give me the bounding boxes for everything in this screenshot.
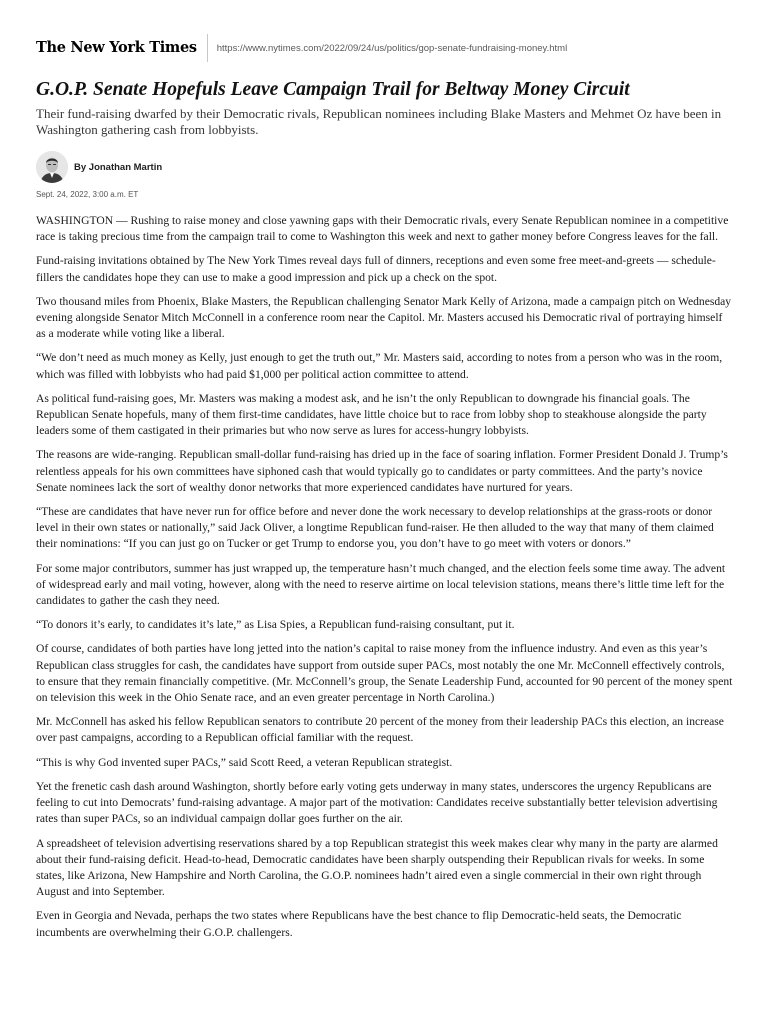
article-paragraph: For some major contributors, summer has just wrapped up, the temperature hasn’t much changed, and the election feels some time away. The advent of widespread early and mail voting, however, along with the need to reserve airtime on local television stations, means there’s little time left for the candidates to gather the cash they need. bbox=[36, 561, 726, 608]
article-paragraph: “This is why God invented super PACs,” said Scott Reed, a veteran Republican strategist. bbox=[36, 755, 453, 769]
masthead bbox=[36, 34, 567, 62]
page-url[interactable]: https://www.nytimes.com/2022/09/24/us/politics/gop-senate-fundraising-money.html bbox=[216, 42, 568, 54]
article-paragraph: “These are candidates that have never run for office before and never done the work necessary to develop relationships at the grass-roots or donor level in their own states or nationally,” said Jack Oliver, a longtime Republican fund-raiser. He then alluded to the way that many of them claimed their nominations: “If you can just go on Tucker or get Trump to endorse you, you don’t have to go meet with voters or donors.” bbox=[36, 505, 714, 551]
byline bbox=[36, 150, 162, 184]
article-headline: G.O.P. Senate Hopefuls Leave Campaign Trail for Beltway Money Circuit bbox=[36, 79, 630, 100]
article-paragraph: Even in Georgia and Nevada, perhaps the two states where Republicans have the best chance to flip Democratic-held seats, the Democratic incumbents are overwhelming their G.O.P. challengers. bbox=[36, 909, 682, 939]
article-paragraph: Yet the frenetic cash dash around Washington, shortly before early voting gets underway in many states, underscores the urgency Republicans are feeling to cut into Democrats’ fund-raising advantage. A major part of the motivation: Candidates receive substantially better television advertising rates than super PACs, so an individual campaign dollar goes further on the air. bbox=[36, 779, 718, 826]
publish-date: Sept. 24, 2022, 3:00 a.m. ET bbox=[36, 190, 139, 199]
article-paragraph: Two thousand miles from Phoenix, Blake Masters, the Republican challenging Senator Mark Kelly of Arizona, made a campaign pitch on Wednesday evening alongside Senator Mitch McConnell in a conference room near the Capitol. Mr. Masters accused his Democratic rival of portraying himself as a moderate while voting like a liberal. bbox=[36, 294, 732, 341]
article-paragraph: As political fund-raising goes, Mr. Masters was making a modest ask, and he isn’t the only Republican to downgrade his financial goals. The Republican Senate hopefuls, many of them first-time candidates, have little choice but to race from lobby shop to steakhouse alongside the party leaders some of them castigated in their primaries but who now serve as lures for access-hungry lobbyists. bbox=[36, 391, 707, 438]
author-avatar[interactable] bbox=[36, 151, 68, 183]
author-portrait-icon bbox=[36, 151, 68, 183]
article-body bbox=[36, 213, 734, 949]
author-byline[interactable]: By Jonathan Martin bbox=[74, 161, 163, 173]
article-paragraph: WASHINGTON — Rushing to raise money and close yawning gaps with their Democratic rivals, every Senate Republican nominee in a competitive race is taking precious time from the campaign trail to come to Washington this week and next to gather money before Congress leaves for the fall. bbox=[36, 214, 729, 244]
article-paragraph: “To donors it’s early, to candidates it’s late,” as Lisa Spies, a Republican fund-raising consultant, put it. bbox=[36, 618, 515, 632]
article-paragraph: Mr. McConnell has asked his fellow Republican senators to contribute 20 percent of the money from their leadership PACs this election, an increase over past campaigns, according to a Republican official familiar with the request. bbox=[36, 715, 724, 745]
article-summary: Their fund-raising dwarfed by their Democratic rivals, Republican nominees including Blake Masters and Mehmet Oz have been in Washington gathering cash from lobbyists. bbox=[36, 106, 722, 137]
nyt-logo[interactable]: The New York Times bbox=[36, 34, 208, 62]
article-paragraph: “We don’t need as much money as Kelly, just enough to get the truth out,” Mr. Masters said, according to notes from a person who was in the room, which was filled with lobbyists who had paid $1,000 per political action committee to attend. bbox=[36, 351, 723, 381]
article-paragraph: Fund-raising invitations obtained by The New York Times reveal days full of dinners, receptions and even some free meet-and-greets — schedule-fillers the candidates hope they can use to make a good impression and pick up a check on the spot. bbox=[36, 254, 716, 284]
article-paragraph: The reasons are wide-ranging. Republican small-dollar fund-raising has dried up in the face of soaring inflation. Former President Donald J. Trump’s relentless appeals for his own committees have siphoned cash that would typically go to candidates or party committees. And the party’s novice Senate nominees lack the sort of wealthy donor networks that more experienced candidates have nurtured for years. bbox=[36, 448, 728, 494]
article-paragraph: Of course, candidates of both parties have long jetted into the nation’s capital to raise money from the influence industry. And even as this year’s Republican class struggles for cash, the candidates have support from outside super PACs, most notably the one Mr. McConnell effectively controls, to ensure that they remain financially competitive. (Mr. McConnell’s group, the Senate Leadership Fund, accounted for 90 percent of the money spent on television this week in the Ohio Senate race, and an even greater percentage in North Carolina.) bbox=[36, 642, 733, 705]
article-paragraph: A spreadsheet of television advertising reservations shared by a top Republican strategist this week makes clear why many in the party are alarmed about their fund-raising deficit. Head-to-head, Democratic candidates have been sharply outspending their Republican rivals for weeks. In some states, like Arizona, New Hampshire and North Carolina, the G.O.P. nominees hadn’t aired even a single commercial in their own right through August and into September. bbox=[36, 836, 718, 899]
